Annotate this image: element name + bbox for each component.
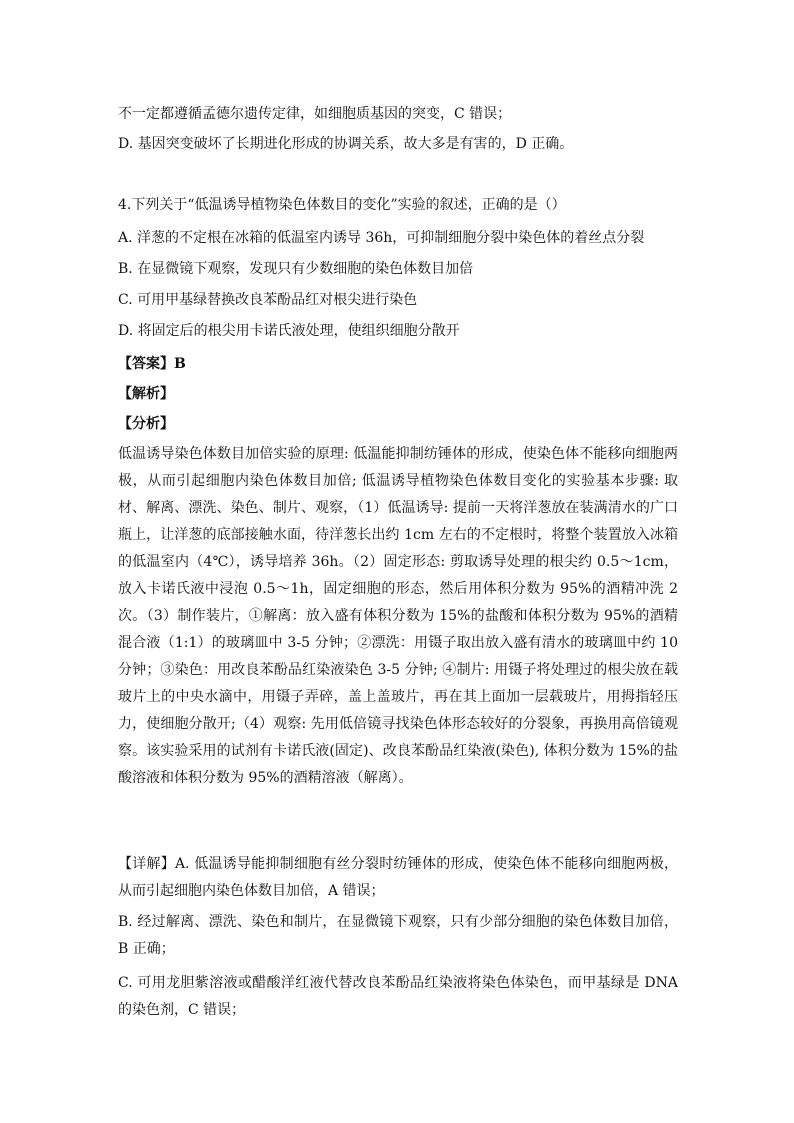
question-4-stem: 4.下列关于“低温诱导植物染色体数目的变化”实验的叙述，正确的是（） [118, 197, 566, 213]
option-d: D. 将固定后的根尖用卡诺氏液处理，使组织细胞分散开 [118, 323, 460, 339]
option-b: B. 在显微镜下观察，发现只有少数细胞的染色体数目加倍 [118, 261, 474, 277]
detail-b: B. 经过解离、漂洗、染色和制片，在显微镜下观察，只有少部分细胞的染色体数目加倍，B 正确； [118, 914, 678, 957]
detail-c: C. 可用龙胆紫溶液或醋酸洋红液代替改良苯酚品红染液将染色体染色，而甲基绿是 DNA 的染色剂，C 错误； [118, 975, 678, 1018]
fenxi-heading: 【分析】 [118, 416, 174, 432]
prev-explanation-line: 不一定都遵循孟德尔遗传定律，如细胞质基因的突变，C 错误； [118, 106, 512, 122]
analysis-paragraph: 低温诱导染色体数目加倍实验的原理: 低温能抑制纺锤体的形成，使染色体不能移向细胞两极，从而引起细胞内染色体数目加倍; 低温诱导植物染色体数目变化的实验基本步骤: 取材、解离、漂洗、染色、制片、观察，（1）低温诱导: 提前一天将洋葱放在装满清水的广口瓶上，让洋葱的底部接触水面，待洋葱长出约 1cm 左右的不定根时，将整个装置放入冰箱的低温室内（4℃），诱导培养 36h。（2）固定形态: 剪取诱导处理的根尖约 0.5～1cm，放入卡诺氏液中浸泡 0.5～1h，固定细胞的形态，然后用体积分数为 95%的酒精冲洗 2 次。（3）制作装片，①解离：放入盛有体积分数为 15%的盐酸和体积分数为 95%的酒精混合液（1:1）的玻璃皿中 3-5 分钟；②漂洗：用镊子取出放入盛有清水的玻璃皿中约 10 分钟；③染色：用改良苯酚品红染液染色 3-5 分钟; ④制片: 用镊子将处理过的根尖放在载玻片上的中央水滴中，用镊子弄碎，盖上盖玻片，再在其上面加一层载玻片，用拇指轻压力，使细胞分散开;（4）观察: 先用低倍镜寻找染色体形态较好的分裂象，再换用高倍镜观察。该实验采用的试剂有卡诺氏液(固定)、改良苯酚品红染液(染色), 体积分数为 15%的盐酸溶液和体积分数为 95%的酒精溶液（解离）。 [118, 446, 678, 786]
detail-a: 【详解】A. 低温诱导能抑制细胞有丝分裂时纺锤体的形成，使染色体不能移向细胞两极，从而引起细胞内染色体数目加倍，A 错误； [118, 856, 678, 899]
option-a: A. 洋葱的不定根在冰箱的低温室内诱导 36h，可抑制细胞分裂中染色体的着丝点分裂 [118, 230, 645, 246]
answer-label: 【答案】B [118, 356, 186, 372]
analysis-heading: 【解析】 [118, 386, 174, 402]
prev-option-d-line: D. 基因突变破坏了长期进化形成的协调关系，故大多是有害的，D 正确。 [118, 136, 574, 152]
option-c: C. 可用甲基绿替换改良苯酚品红对根尖进行染色 [118, 292, 418, 308]
